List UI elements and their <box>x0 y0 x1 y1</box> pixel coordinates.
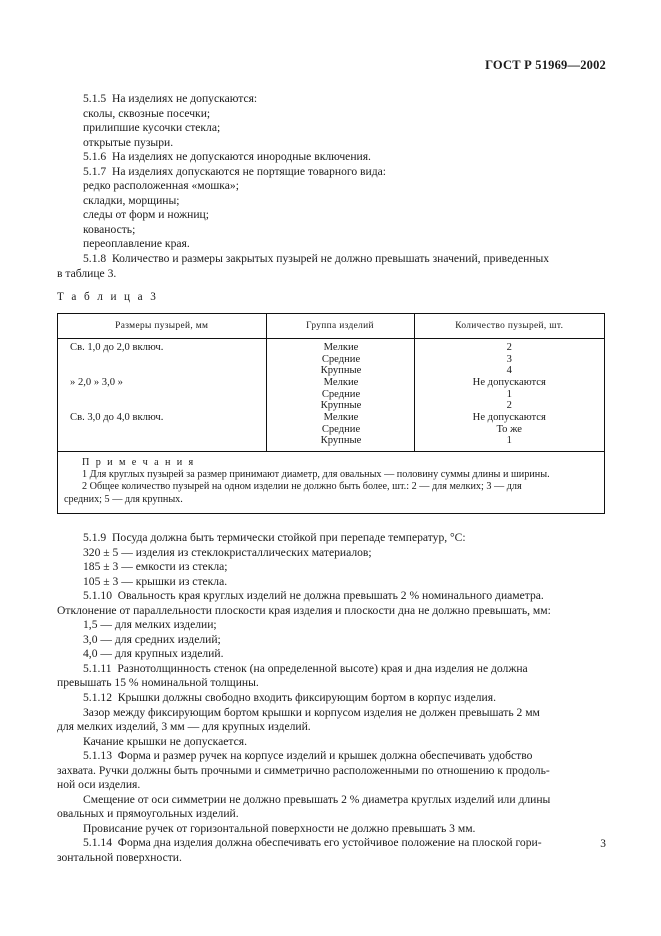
table-size-value: Св. 1,0 до 2,0 включ. <box>70 342 164 353</box>
note-item-continuation: средних; 5 — для крупных. <box>64 493 183 505</box>
paragraph-line: овальных и прямоугольных изделий. <box>57 807 239 821</box>
table-group-value: Мелкие <box>323 376 359 388</box>
paragraph-line: 3,0 — для средних изделий; <box>83 632 221 646</box>
paragraph-line: 185 ± 3 — емкости из стекла; <box>83 560 228 574</box>
paragraph-line: складки, морщины; <box>83 193 180 207</box>
paragraph-line: кованость; <box>83 222 136 236</box>
paragraph-line: 105 ± 3 — крышки из стекла. <box>83 574 228 588</box>
note-item: 2 Общее количество пузырей на одном изделии не должно быть более, шт.: 2 — для мелких; 3 — для <box>82 481 522 493</box>
paragraph-line: редко расположенная «мошка»; <box>83 179 239 193</box>
paragraph-line: зонтальной поверхности. <box>57 851 182 865</box>
table-count-value: 3 <box>506 353 512 365</box>
paragraph-line: превышать 15 % номинальной толщины. <box>57 676 259 690</box>
paragraph-line: 1,5 — для мелких изделии; <box>83 618 217 632</box>
paragraph-line: прилипшие кусочки стекла; <box>83 121 221 135</box>
table-notes <box>58 451 604 513</box>
table-count-value: Не допускаются <box>472 376 546 388</box>
table-count-value: 1 <box>506 435 512 447</box>
table-size-value <box>58 365 266 377</box>
cell-sizes <box>58 339 266 452</box>
paragraph-line: в таблице 3. <box>57 266 117 280</box>
notes-heading: П р и м е ч а н и я <box>82 456 196 468</box>
paragraph-line: Качание крышки не допускается. <box>83 734 247 748</box>
paragraph-line: 5.1.11 Разнотолщинность стенок (на определенной высоте) края и дна изделия не должна <box>83 661 528 675</box>
paragraph-line: Отклонение от параллельности плоскости края изделия и плоскости дна не должно превышать, мм: <box>57 603 551 617</box>
table-count-value: 2 <box>506 342 512 353</box>
paragraph-line: 5.1.5 На изделиях не допускаются: <box>83 92 258 105</box>
standard-number-header: ГОСТ Р 51969—2002 <box>485 58 606 72</box>
paragraph-line: Зазор между фиксирующим бортом крышки и корпусом изделия не должен превышать 2 мм <box>83 705 540 719</box>
cell-group <box>266 339 414 452</box>
paragraph-line: сколы, сквозные посечки; <box>83 106 211 120</box>
table-header-row <box>58 314 604 339</box>
table-size-value <box>58 400 266 412</box>
section-5-1-5-to-5-1-8 <box>57 92 605 281</box>
table-group-value: Крупные <box>320 365 362 377</box>
paragraph-line: ной оси изделия. <box>57 778 141 792</box>
table-size-value: » 2,0 » 3,0 » <box>70 376 123 388</box>
paragraph-line: 5.1.6 На изделиях не допускаются инородные включения. <box>83 150 371 164</box>
table-size-value: Св. 3,0 до 4,0 включ. <box>70 411 164 423</box>
cell-count <box>414 339 604 452</box>
table-group-value: Средние <box>321 423 361 435</box>
paragraph-line: 5.1.8 Количество и размеры закрытых пузырей не должно превышать значений, приведенных <box>83 252 550 266</box>
table-size-value <box>58 424 266 436</box>
table-size-value <box>58 354 266 366</box>
table-count-value: 4 <box>506 365 512 377</box>
paragraph-line: 5.1.10 Овальность края круглых изделий не должна превышать 2 % номинального диаметра. <box>83 589 544 603</box>
table-group-value: Средние <box>321 388 361 400</box>
table-3 <box>57 313 605 514</box>
paragraph-line: 5.1.7 На изделиях допускаются не портящие товарного вида: <box>83 164 386 178</box>
paragraph-line: 4,0 — для крупных изделий. <box>83 647 224 661</box>
table-notes-row <box>58 451 604 513</box>
column-header-count: Количество пузырей, шт. <box>414 314 604 339</box>
paragraph-line: Провисание ручек от горизонтальной поверхности не должно превышать 3 мм. <box>83 821 476 835</box>
table-group-value: Мелкие <box>323 342 359 353</box>
paragraph-line: для мелких изделий, 3 мм — для крупных изделий. <box>57 720 311 734</box>
paragraph-line: 320 ± 5 — изделия из стеклокристаллических материалов; <box>83 545 372 559</box>
table-group-value: Средние <box>321 353 361 365</box>
table-group-value: Мелкие <box>323 411 359 423</box>
table-group-value: Крупные <box>320 400 362 412</box>
paragraph-line: 5.1.12 Крышки должны свободно входить фиксирующим бортом в корпус изделия. <box>83 691 496 705</box>
table-count-value: 2 <box>506 400 512 412</box>
table-caption: Т а б л и ц а 3 <box>57 291 159 303</box>
paragraph-line: 5.1.9 Посуда должна быть термически стойкой при перепаде температур, °C: <box>83 531 466 544</box>
table-size-value <box>58 435 266 447</box>
column-header-sizes: Размеры пузырей, мм <box>58 314 266 339</box>
note-item: 1 Для круглых пузырей за размер принимают диаметр, для овальных — половину суммы длины и ширины. <box>82 468 550 480</box>
table-group-value: Крупные <box>320 435 362 447</box>
section-5-1-9-to-5-1-14 <box>57 531 605 866</box>
page-number: 3 <box>600 838 606 850</box>
paragraph-line: Смещение от оси симметрии не должно превышать 2 % диаметра круглых изделий или длины <box>83 792 551 806</box>
paragraph-line: переоплавление края. <box>83 237 190 251</box>
table-body-row <box>58 339 604 452</box>
table-size-value <box>58 389 266 401</box>
paragraph-line: захвата. Ручки должны быть прочными и симметрично расположенными по отношению к продоль- <box>57 763 550 777</box>
paragraph-line: 5.1.14 Форма дна изделия должна обеспечивать его устойчивое положение на плоской гори- <box>83 836 542 850</box>
table-count-value: 1 <box>506 388 512 400</box>
table-count-value: То же <box>496 423 522 435</box>
paragraph-line: 5.1.13 Форма и размер ручек на корпусе изделий и крышек должна обеспечивать удобство <box>83 749 533 763</box>
table-count-value: Не допускаются <box>472 411 546 423</box>
paragraph-line: следы от форм и ножниц; <box>83 208 209 222</box>
column-header-group: Группа изделий <box>266 314 414 339</box>
paragraph-line: открытые пузыри. <box>83 135 174 149</box>
